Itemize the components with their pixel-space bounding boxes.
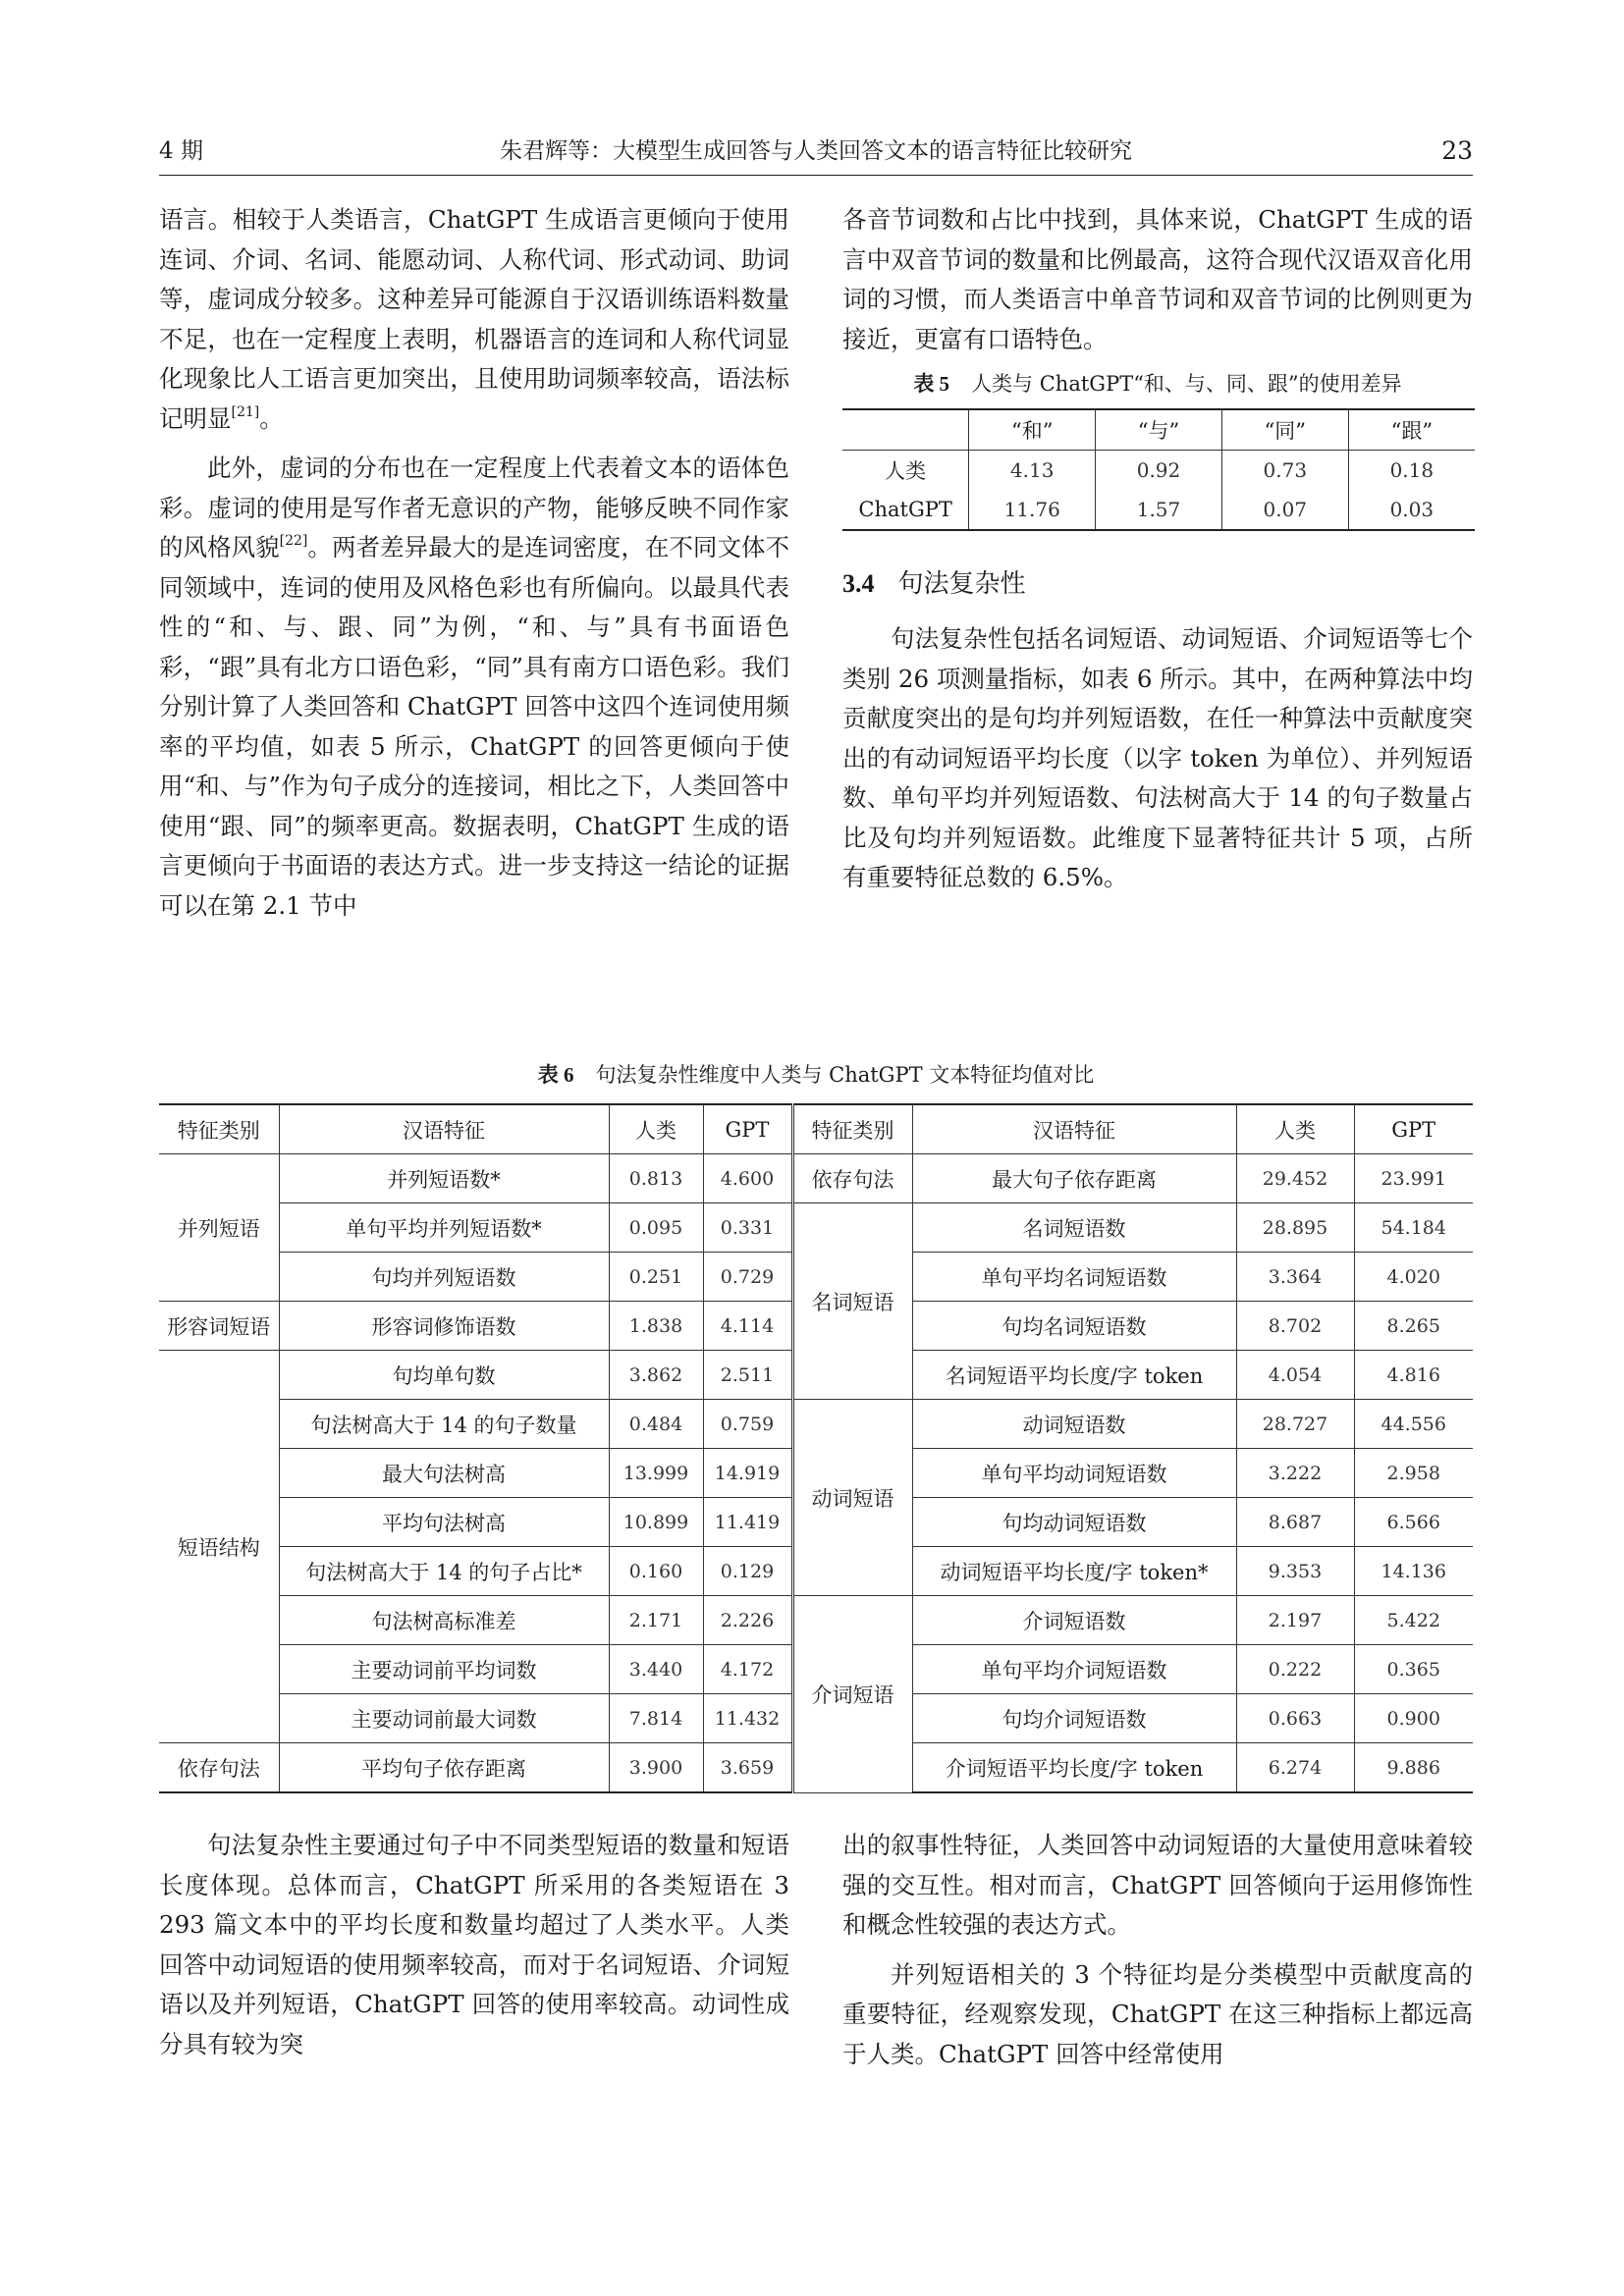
table-row [842, 490, 1475, 530]
section-title: 句法复杂性 [897, 569, 1026, 599]
value-cell: 0.129 [703, 1547, 792, 1596]
table6 [159, 1103, 1473, 1793]
value-cell: 0.18 [1348, 451, 1475, 491]
feature-cell: 句均单句数 [279, 1351, 609, 1400]
value-cell: 0.484 [609, 1400, 703, 1449]
value-cell: 4.600 [703, 1154, 792, 1203]
category-cell: 并列短语 [159, 1154, 279, 1302]
value-cell: 0.095 [609, 1203, 703, 1253]
table5-label: 表 5 [913, 372, 950, 396]
header-cell: 特征类别 [792, 1104, 912, 1154]
value-cell: 7.814 [609, 1694, 703, 1743]
value-cell: 0.331 [703, 1203, 792, 1253]
feature-cell: 单句平均动词短语数 [912, 1449, 1236, 1498]
value-cell: 0.759 [703, 1400, 792, 1449]
header-cell: GPT [1354, 1104, 1473, 1154]
category-cell: 形容词短语 [159, 1302, 279, 1351]
page-number: 23 [1441, 136, 1473, 165]
header-cell: “跟” [1348, 409, 1475, 451]
paragraph: 句法复杂性包括名词短语、动词短语、介词短语等七个类别 26 项测量指标，如表 6 所示。其中，在两种算法中均贡献度突出的是句均并列短语数，在任一种算法中贡献度突出的有动词短语平均长度（以字 token 为单位）、并列短语数、单句平均并列短语数、句法树高大于 14 的句子数量占比及句均并列短语数。此维度下显著特征共计 5 项，占所有重要特征总数的 6.5%。 [842, 624, 1473, 891]
value-cell: 2.511 [703, 1351, 792, 1400]
feature-cell: 最大句法树高 [279, 1449, 609, 1498]
feature-cell: 平均句子依存距离 [279, 1743, 609, 1793]
value-cell: 9.886 [1354, 1743, 1473, 1793]
value-cell: 8.687 [1236, 1498, 1354, 1547]
feature-cell: 名词短语平均长度/字 token [912, 1351, 1236, 1400]
feature-cell: 单句平均介词短语数 [912, 1645, 1236, 1694]
citation-ref: [21] [231, 403, 260, 420]
value-cell: 4.114 [703, 1302, 792, 1351]
value-cell: 6.274 [1236, 1743, 1354, 1793]
value-cell: 4.13 [969, 451, 1096, 491]
value-cell: 0.900 [1354, 1694, 1473, 1743]
feature-cell: 动词短语数 [912, 1400, 1236, 1449]
paragraph: 句法复杂性主要通过句子中不同类型短语的数量和短语长度体现。总体而言，ChatGPT 所采用的各类短语在 3 293 篇文本中的平均长度和数量均超过了人类水平。人类回答中动词短语的使用频率较高，而对于名词短语、介词短语以及并列短语，ChatGPT 回答的使用率较高。动词性成分具有较为突 [159, 1831, 789, 2058]
value-cell: 0.160 [609, 1547, 703, 1596]
value-cell: 23.991 [1354, 1154, 1473, 1203]
paragraph-text: 此外，虚词的分布也在一定程度上代表着文本的语体色彩。虚词的使用是写作者无意识的产物，能够反映不同作家的风格风貌 [159, 454, 789, 561]
feature-cell: 句均并列短语数 [279, 1253, 609, 1302]
value-cell: 3.364 [1236, 1253, 1354, 1302]
value-cell: 11.432 [703, 1694, 792, 1743]
table-row [159, 1203, 1473, 1253]
row-label: ChatGPT [842, 490, 969, 530]
header-rule [159, 175, 1473, 176]
feature-cell: 句均名词短语数 [912, 1302, 1236, 1351]
header-cell: 人类 [609, 1104, 703, 1154]
value-cell: 4.054 [1236, 1351, 1354, 1400]
feature-cell: 句法树高大于 14 的句子占比* [279, 1547, 609, 1596]
table5-block [842, 369, 1473, 531]
value-cell: 3.862 [609, 1351, 703, 1400]
value-cell: 3.440 [609, 1645, 703, 1694]
feature-cell: 句均介词短语数 [912, 1694, 1236, 1743]
value-cell: 28.727 [1236, 1400, 1354, 1449]
value-cell: 0.365 [1354, 1645, 1473, 1694]
citation-ref: [22] [279, 533, 308, 549]
value-cell: 2.171 [609, 1596, 703, 1645]
table6-label: 表 6 [537, 1063, 574, 1087]
value-cell: 0.729 [703, 1253, 792, 1302]
value-cell: 8.265 [1354, 1302, 1473, 1351]
issue-number: 4 期 [159, 138, 203, 164]
paragraph: 各音节词数和占比中找到，具体来说，ChatGPT 生成的语言中双音节词的数量和比例最高，这符合现代汉语双音化用词的习惯，而人类语言中单音节词和双音节词的比例则更为接近，更富有口语特色。 [842, 205, 1473, 353]
header-cell: “和” [969, 409, 1096, 451]
value-cell: 4.020 [1354, 1253, 1473, 1302]
value-cell: 0.813 [609, 1154, 703, 1203]
section-number: 3.4 [842, 569, 875, 598]
value-cell: 3.222 [1236, 1449, 1354, 1498]
header-cell: 特征类别 [159, 1104, 279, 1154]
paragraph-text: 语言。相较于人类语言，ChatGPT 生成语言更倾向于使用连词、介词、名词、能愿动词、人称代词、形式动词、助词等，虚词成分较多。这种差异可能源自于汉语训练语料数量不足，也在一定程度上表明，机器语言的连词和人称代词显化现象比人工语言更加突出，且使用助词频率较高，语法标记明显 [159, 205, 789, 433]
table-header-row [159, 1104, 1473, 1154]
value-cell: 1.57 [1096, 490, 1222, 530]
feature-cell: 介词短语数 [912, 1596, 1236, 1645]
value-cell: 9.353 [1236, 1547, 1354, 1596]
paragraph-text-cont: 。两者差异最大的是连词密度，在不同文体不同领域中，连词的使用及风格色彩也有所偏向。以最具代表性的“和、与、跟、同”为例，“和、与”具有书面语色彩，“跟”具有北方口语色彩，“同”具有南方口语色彩。我们分别计算了人类回答和 ChatGPT 回答中这四个连词使用频率的平均值，如表 5 所示，ChatGPT 的回答更倾向于使用“和、与”作为句子成分的连接词，相比之下，人类回答中使用“跟、同”的频率更高。数据表明，ChatGPT 生成的语言更倾向于书面语的表达方式。进一步支持这一结论的证据可以在第 2.1 节中 [159, 533, 790, 920]
value-cell: 11.419 [703, 1498, 792, 1547]
right-column-top [842, 200, 1473, 908]
value-cell: 0.73 [1221, 451, 1348, 491]
value-cell: 10.899 [609, 1498, 703, 1547]
feature-cell: 句均动词短语数 [912, 1498, 1236, 1547]
feature-cell: 句法树高标准差 [279, 1596, 609, 1645]
table-row [159, 1154, 1473, 1203]
value-cell: 0.251 [609, 1253, 703, 1302]
header-cell: 人类 [1236, 1104, 1354, 1154]
feature-cell: 动词短语平均长度/字 token* [912, 1547, 1236, 1596]
feature-cell: 单句平均并列短语数* [279, 1203, 609, 1253]
row-label: 人类 [885, 459, 927, 483]
running-title: 朱君辉等：大模型生成回答与人类回答文本的语言特征比较研究 [500, 138, 1132, 164]
value-cell: 0.222 [1236, 1645, 1354, 1694]
header-cell [842, 409, 969, 451]
table-row [842, 451, 1475, 491]
value-cell: 2.226 [703, 1596, 792, 1645]
value-cell: 3.900 [609, 1743, 703, 1793]
category-cell: 短语结构 [159, 1351, 279, 1743]
running-header [159, 132, 1473, 171]
category-cell: 介词短语 [792, 1596, 912, 1793]
feature-cell: 名词短语数 [912, 1203, 1236, 1253]
table5-caption [842, 369, 1473, 399]
value-cell: 2.197 [1236, 1596, 1354, 1645]
value-cell: 14.919 [703, 1449, 792, 1498]
table6-caption [159, 1060, 1473, 1090]
feature-cell: 平均句法树高 [279, 1498, 609, 1547]
category-cell: 依存句法 [159, 1743, 279, 1793]
header-cell: 汉语特征 [912, 1104, 1236, 1154]
table5-caption-text: 人类与 ChatGPT“和、与、同、跟”的使用差异 [971, 372, 1402, 396]
left-column-top [159, 200, 789, 935]
table-header-row [842, 409, 1475, 451]
feature-cell: 形容词修饰语数 [279, 1302, 609, 1351]
category-cell: 依存句法 [792, 1154, 912, 1203]
value-cell: 13.999 [609, 1449, 703, 1498]
value-cell: 8.702 [1236, 1302, 1354, 1351]
paragraph: 出的叙事性特征，人类回答中动词短语的大量使用意味着较强的交互性。相对而言，ChatGPT 回答倾向于运用修饰性和概念性较强的表达方式。 [842, 1831, 1473, 1939]
value-cell: 54.184 [1354, 1203, 1473, 1253]
section-heading [842, 564, 1473, 604]
value-cell: 4.816 [1354, 1351, 1473, 1400]
value-cell: 14.136 [1354, 1547, 1473, 1596]
value-cell: 0.03 [1348, 490, 1475, 530]
right-column-bottom [842, 1826, 1473, 2084]
table6-caption-text: 句法复杂性维度中人类与 ChatGPT 文本特征均值对比 [595, 1063, 1095, 1087]
paragraph: 并列短语相关的 3 个特征均是分类模型中贡献度高的重要特征，经观察发现，ChatGPT 在这三种指标上都远高于人类。ChatGPT 回答中经常使用 [842, 1959, 1473, 2068]
feature-cell: 主要动词前最大词数 [279, 1694, 609, 1743]
value-cell: 0.07 [1221, 490, 1348, 530]
value-cell: 44.556 [1354, 1400, 1473, 1449]
table-row [159, 1596, 1473, 1645]
feature-cell: 并列短语数* [279, 1154, 609, 1203]
feature-cell: 单句平均名词短语数 [912, 1253, 1236, 1302]
feature-cell: 介词短语平均长度/字 token [912, 1743, 1236, 1793]
value-cell: 1.838 [609, 1302, 703, 1351]
value-cell: 28.895 [1236, 1203, 1354, 1253]
paragraph [159, 200, 789, 439]
header-cell: “同” [1221, 409, 1348, 451]
value-cell: 0.92 [1096, 451, 1222, 491]
value-cell: 11.76 [969, 490, 1096, 530]
paragraph [159, 449, 789, 926]
value-cell: 6.566 [1354, 1498, 1473, 1547]
category-cell: 动词短语 [792, 1400, 912, 1596]
feature-cell: 最大句子依存距离 [912, 1154, 1236, 1203]
table-row [159, 1400, 1473, 1449]
value-cell: 2.958 [1354, 1449, 1473, 1498]
left-column-bottom [159, 1826, 789, 2074]
value-cell: 29.452 [1236, 1154, 1354, 1203]
header-cell: 汉语特征 [279, 1104, 609, 1154]
feature-cell: 主要动词前平均词数 [279, 1645, 609, 1694]
value-cell: 3.659 [703, 1743, 792, 1793]
header-cell: GPT [703, 1104, 792, 1154]
header-cell: “与” [1096, 409, 1222, 451]
table6-block [159, 1060, 1473, 1793]
table5 [842, 408, 1475, 531]
category-cell: 名词短语 [792, 1203, 912, 1400]
feature-cell: 句法树高大于 14 的句子数量 [279, 1400, 609, 1449]
value-cell: 5.422 [1354, 1596, 1473, 1645]
value-cell: 0.663 [1236, 1694, 1354, 1743]
paragraph-end: 。 [259, 403, 284, 433]
value-cell: 4.172 [703, 1645, 792, 1694]
